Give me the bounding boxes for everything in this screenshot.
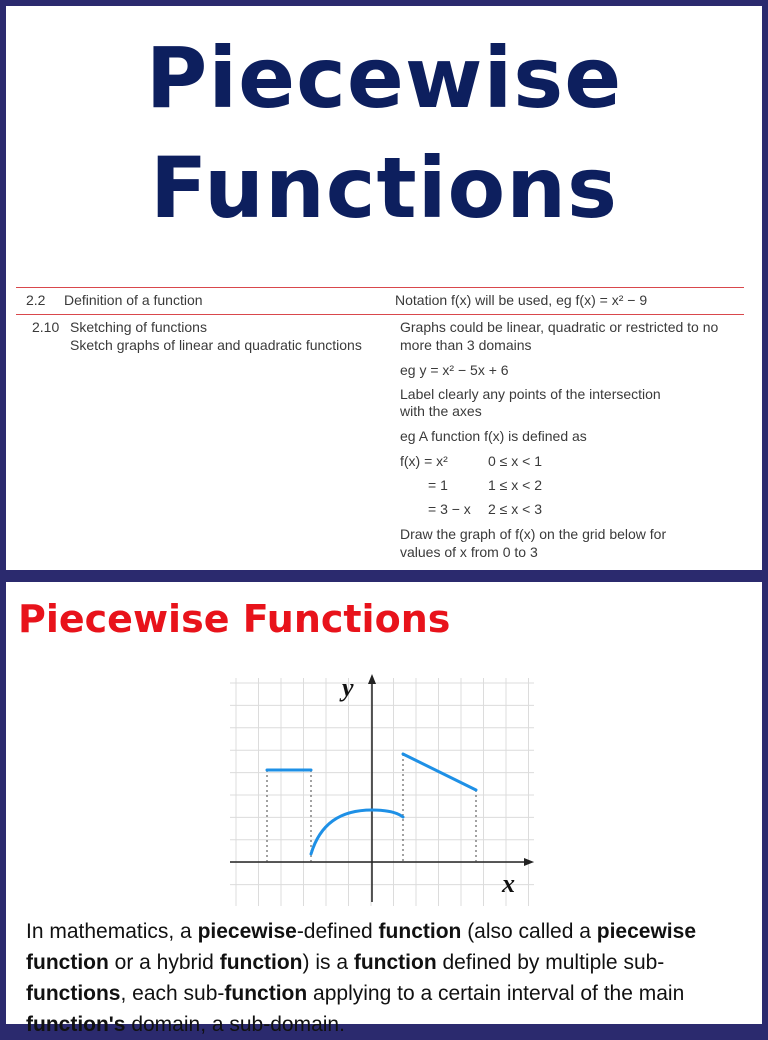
piecewise-expr: = 1 [428,477,448,493]
paragraph-text: domain, a sub-domain. [125,1013,345,1036]
spec-example-equation: eg y = x² − 5x + 6 [400,362,509,378]
table-rule-middle [16,314,744,315]
piecewise-domain: 1 ≤ x < 2 [488,477,542,493]
spec-row1-topic: Definition of a function [64,292,203,308]
paragraph-text: , each sub- [120,982,225,1005]
bold-term: function [378,920,462,943]
spec-note-line: more than 3 domains [400,337,532,353]
paragraph-text: (also called a [461,920,597,943]
bold-term: function [219,951,303,974]
x-axis-label: x [502,869,515,898]
slide-1 [6,6,762,570]
paragraph-text: ) is a [302,951,354,974]
slide-title-line-2: Functions [149,139,619,237]
piecewise-expr: f(x) = x² [400,453,448,469]
spec-row2-number: 2.10 [32,319,60,335]
spec-note-line: with the axes [400,403,482,419]
slide-2-title: Piecewise Functions [18,597,451,641]
definition-paragraph [26,916,742,1040]
curved-segment [311,810,403,854]
paragraph-text: applying to a certain interval of the main [307,982,685,1005]
piecewise-domain: 0 ≤ x < 1 [488,453,542,469]
spec-closing-line: values of x from 0 to 3 [400,544,538,560]
y-axis-label: y [342,673,354,702]
spec-row1-number: 2.2 [26,292,46,308]
spec-closing-line: Draw the graph of f(x) on the grid below for [400,526,667,542]
bold-term: function [353,951,437,974]
paragraph-text: In mathematics, a [26,920,198,943]
slide-2 [6,582,762,1036]
spec-row2-topic: Sketching of functions [70,319,207,335]
spec-row1-notation: Notation f(x) will be used, eg f(x) = x² − 9 [395,292,648,308]
bold-term: function [224,982,308,1005]
graph-grid [230,678,534,906]
table-rule-top [16,287,744,288]
graph-axes [230,674,534,902]
decreasing-segment [403,754,476,790]
y-axis-arrow [368,674,376,684]
spec-row2-subtopic: Sketch graphs of linear and quadratic functions [70,337,362,353]
paragraph-text: or a hybrid [108,951,220,974]
spec-note-line: Graphs could be linear, quadratic or restricted to no [400,319,719,335]
piecewise-graph [224,670,544,910]
spec-note-line: eg A function f(x) is defined as [400,428,587,444]
piecewise-expr: = 3 − x [428,501,471,517]
slide-title-line-1: Piecewise [145,29,623,127]
paragraph-text: defined by multiple sub- [436,951,665,974]
piecewise-domain: 2 ≤ x < 3 [488,501,542,517]
bold-term: piecewise function [26,920,696,974]
bold-term: function's [26,1013,126,1036]
bold-term: functions [26,982,121,1005]
paragraph-text: -defined [296,920,379,943]
bold-term: piecewise [197,920,297,943]
spec-note-line: Label clearly any points of the intersection [400,386,661,402]
